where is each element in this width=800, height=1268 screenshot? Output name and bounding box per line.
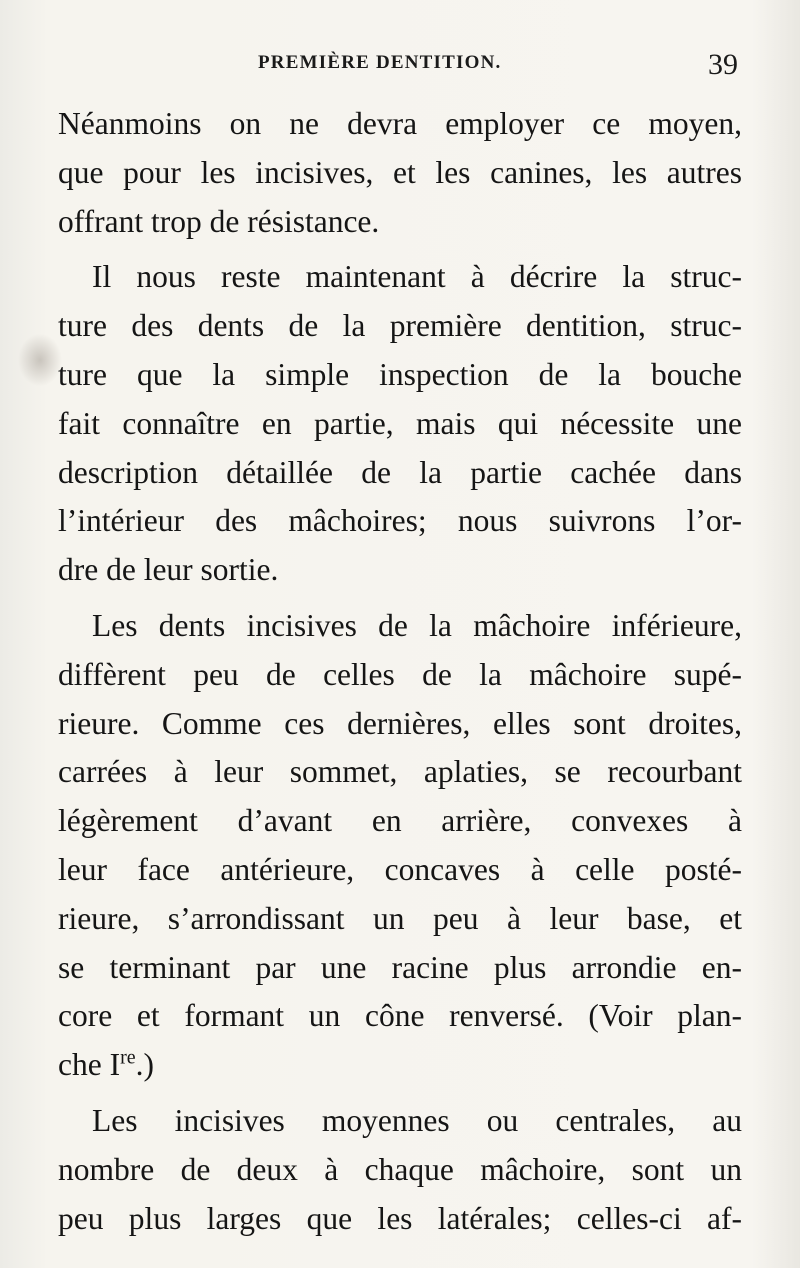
text-line: Il nous reste maintenant à décrire la struc- (92, 259, 742, 295)
text-line: Néanmoins on ne devra employer ce moyen, (58, 106, 742, 141)
text-line: que pour les incisives, et les canines, les autres (58, 154, 742, 190)
text-line: diffèrent peu de celles de la mâchoire supé- (58, 656, 742, 692)
superscript: re (120, 1046, 136, 1069)
text-line: dre de leur sortie. (58, 552, 279, 588)
text-line: l’intérieur des mâchoires; nous suivrons l’or- (58, 503, 742, 539)
running-title: PREMIÈRE DENTITION. (258, 52, 502, 73)
text-line: offrant trop de résistance. (58, 203, 380, 239)
text-line-final (58, 1041, 742, 1090)
text-line: leur face antérieure, concaves à celle posté- (58, 851, 742, 887)
text-line: Les dents incisives de la mâchoire inférieure, (92, 607, 742, 643)
text-line: nombre de deux à chaque mâchoire, sont un (58, 1151, 742, 1187)
text-line: core et formant un cône renversé. (Voir plan- (58, 998, 742, 1034)
final-line-tail: .) (135, 1047, 154, 1083)
paragraph-2 (58, 253, 742, 595)
text-line: peu plus larges que les latérales; celles-ci af- (58, 1200, 742, 1236)
text-line: légèrement d’avant en arrière, convexes à (58, 803, 742, 839)
text-line: se terminant par une racine plus arrondie en- (58, 949, 742, 985)
text-line: ture des dents de la première dentition, struc- (58, 308, 742, 344)
paragraph-1 (58, 100, 742, 246)
text-line: Les incisives moyennes ou centrales, au (92, 1102, 742, 1138)
text-line: rieure, s’arrondissant un peu à leur base, et (58, 900, 742, 936)
text-line: fait connaître en partie, mais qui nécessite une (58, 405, 742, 441)
text-line: ture que la simple inspection de la bouche (58, 356, 742, 392)
page-number: 39 (708, 48, 738, 81)
final-line-text: che I (58, 1047, 121, 1083)
body-text (58, 100, 742, 1250)
paragraph-3 (58, 602, 742, 1090)
text-line: description détaillée de la partie cachée dans (58, 454, 742, 490)
paragraph-4 (58, 1097, 742, 1243)
text-line: rieure. Comme ces dernières, elles sont droites, (58, 705, 742, 741)
page-header (60, 48, 742, 88)
text-line: carrées à leur sommet, aplaties, se recourbant (58, 754, 742, 790)
